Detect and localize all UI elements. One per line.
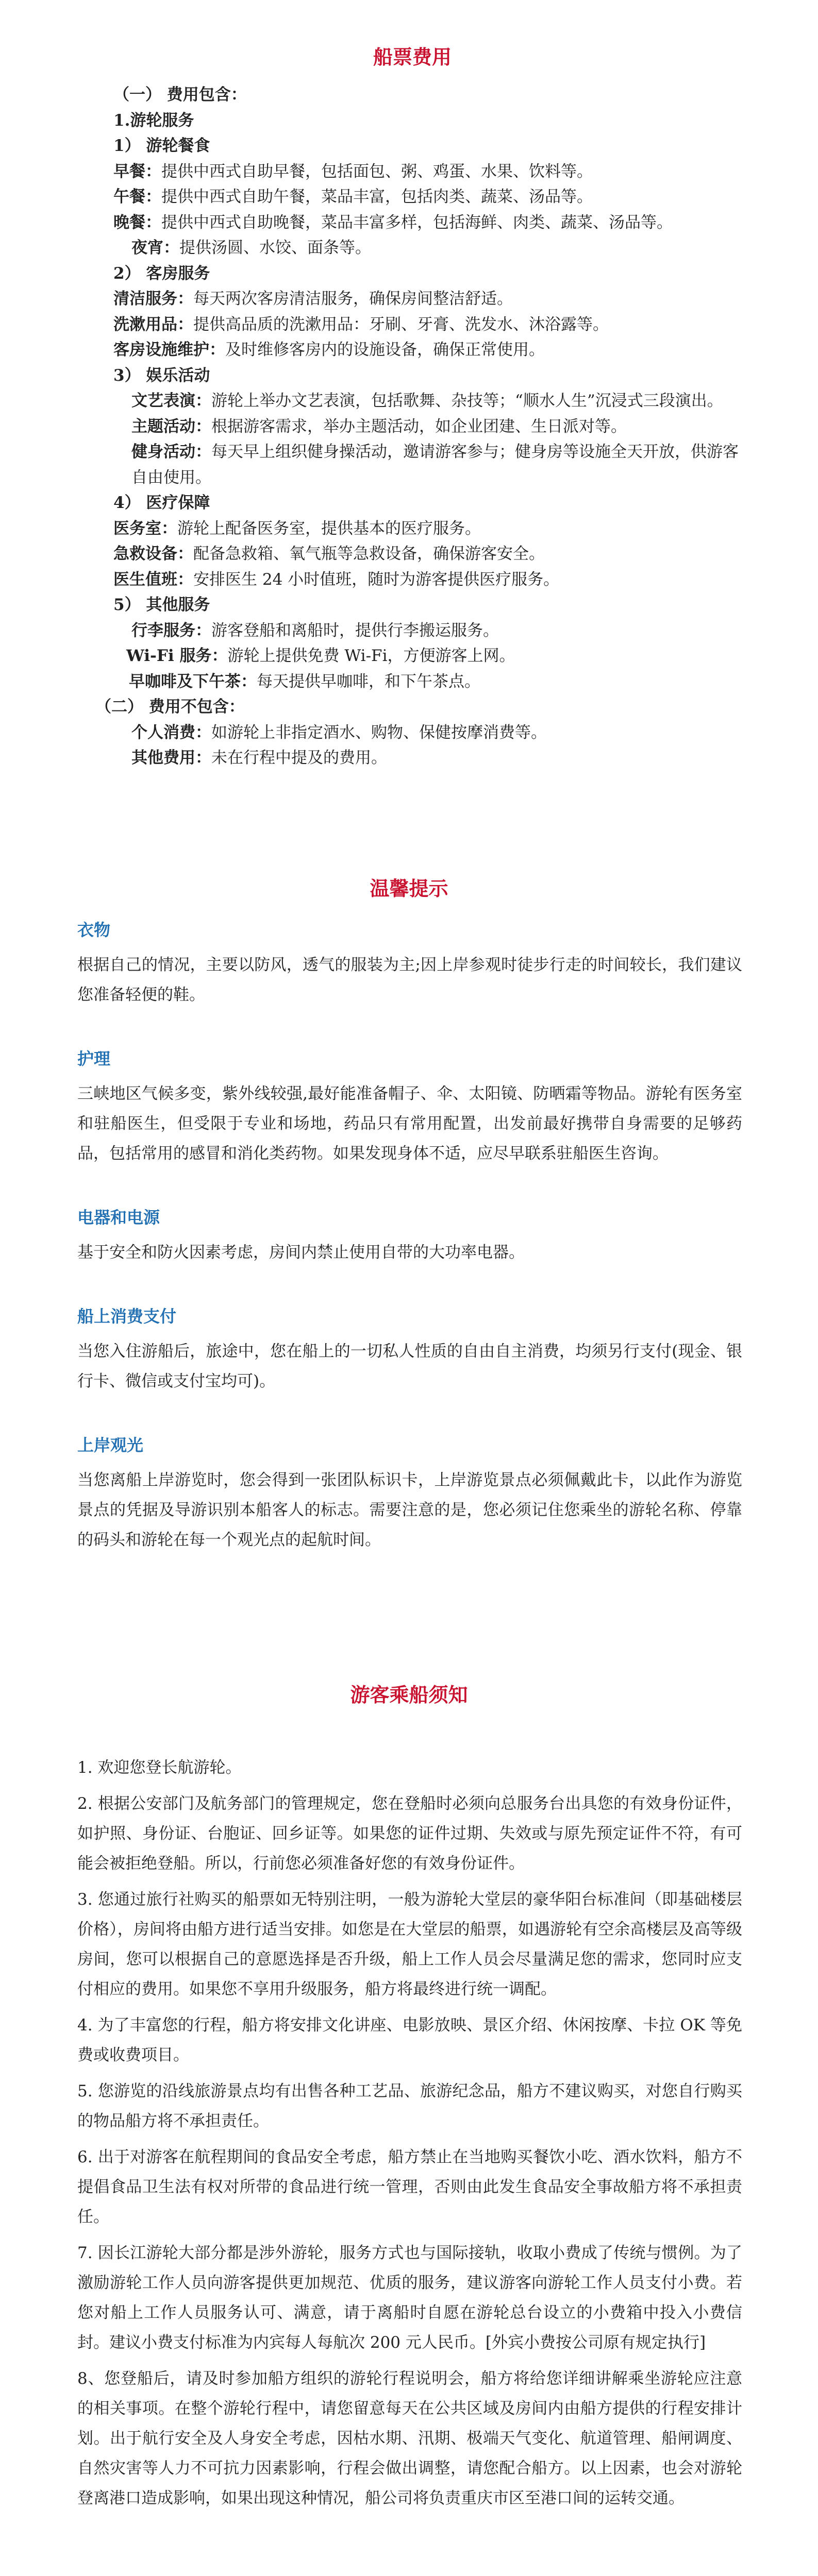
show-label: 文艺表演： (131, 392, 211, 410)
tip-text: 基于安全和防火因素考虑，房间内禁止使用自带的大功率电器。 (77, 1243, 525, 1262)
others-label: 其他费用： (131, 749, 211, 767)
fitness-label: 健身活动： (131, 443, 211, 461)
tip-heading: 船上消费支付 (77, 1307, 177, 1326)
coffee-text: 每天提供早咖啡，和下午茶点。 (257, 672, 480, 691)
show-item (77, 388, 747, 414)
notice-item-4: 4. 为了丰富您的行程，船方将安排文化讲座、电影放映、景区介绍、休闲按摩、卡拉 OK 等免费或收费项目。 (77, 2016, 742, 2064)
coffee-item (77, 669, 747, 695)
excluded-heading: （二） 费用不包含： (95, 698, 245, 716)
tip-clothing (77, 917, 742, 1010)
lunch-label: 午餐： (113, 188, 161, 206)
wifi-text: 游轮上提供免费 Wi-Fi，方便游客上网。 (227, 647, 515, 665)
tip-care (77, 1046, 742, 1168)
others-item (77, 745, 747, 771)
room-heading: 2） 客房服务 (113, 264, 210, 283)
notice-item-1: 1. 欢迎您登长航游轮。 (77, 1758, 242, 1777)
fees-title: 船票费用 (373, 45, 452, 69)
others-text: 未在行程中提及的费用。 (211, 749, 387, 767)
tip-heading: 上岸观光 (77, 1435, 144, 1455)
wifi-label: Wi-Fi 服务： (126, 647, 228, 665)
tip-text: 当您入住游船后，旅途中，您在船上的一切私人性质的自由自主消费，均须另行支付(现金、银行卡、微信或支付宝均可)。 (77, 1342, 742, 1391)
doctor-duty-text: 安排医生 24 小时值班，随时为游客提供医疗服务。 (193, 570, 560, 589)
fees-section (77, 44, 747, 771)
notice-item-3: 3. 您通过旅行社购买的船票如无特别注明，一般为游轮大堂层的豪华阳台标准间（即基础楼层价格），房间将由船方进行适当安排。如您是在大堂层的船票，如遇游轮有空余高楼层及高等级房间，您可以根据自己的意愿选择是否升级，船上工作人员会尽量满足您的需求，您同时应支付相应的费用。如果您不享用升级服务，船方将最终进行统一调配。 (77, 1890, 742, 1998)
entertainment-heading: 3） 娱乐活动 (113, 366, 210, 385)
personal-item (77, 720, 747, 746)
personal-label: 个人消费： (131, 723, 211, 742)
tip-heading: 护理 (77, 1049, 111, 1069)
included-heading: （一） 费用包含： (113, 86, 247, 104)
wifi-item (77, 643, 747, 669)
medical-room-label: 医务室： (113, 519, 177, 538)
doctor-duty-item (77, 567, 747, 593)
notice-section (77, 1753, 742, 2519)
toiletries-item (77, 312, 747, 338)
tip-sightseeing (77, 1432, 742, 1555)
notice-item-7: 7. 因长江游轮大部分都是涉外游轮，服务方式也与国际接轨，收取小费成了传统与惯例。为了激励游轮工作人员向游客提供更加规范、优质的服务，建议游客向游轮工作人员支付小费。若您对船上工作人员服务认可、满意，请于离船时自愿在游轮总台设立的小费箱中投入小费信封。建议小费支付标准为内宾每人每航次 200 元人民币。[外宾小费按公司原有规定执行] (77, 2244, 742, 2352)
tip-heading: 电器和电源 (77, 1208, 160, 1227)
notice-item-6: 6. 出于对游客在航程期间的食品安全考虑，船方禁止在当地购买餐饮小吃、酒水饮料，船方不提倡食品卫生法有权对所带的食品进行统一管理，否则由此发生食品安全事故船方将不承担责任。 (77, 2148, 742, 2226)
tip-payment (77, 1303, 742, 1396)
medical-room-text: 游轮上配备医务室，提供基本的医疗服务。 (177, 519, 481, 538)
notice-item-2: 2. 根据公安部门及航务部门的管理规定，您在登船时必须向总服务台出具您的有效身份证件，如护照、身份证、台胞证、回乡证等。如果您的证件过期、失效或与原先预定证件不符，有可能会被拒绝登船。所以，行前您必须准备好您的有效身份证件。 (77, 1794, 742, 1873)
lunch-item (77, 184, 747, 210)
tips-section (77, 917, 742, 1591)
fitness-item (77, 439, 747, 490)
cruise-service-heading: 1.游轮服务 (113, 111, 194, 130)
personal-text: 如游轮上非指定酒水、购物、保健按摩消费等。 (211, 723, 547, 742)
other-heading: 5） 其他服务 (113, 596, 210, 614)
tip-electrical (77, 1205, 742, 1267)
notice-item-5: 5. 您游览的沿线旅游景点均有出售各种工艺品、旅游纪念品，船方不建议购买，对您自行购买的物品船方将不承担责任。 (77, 2082, 742, 2130)
cleaning-text: 每天两次客房清洁服务，确保房间整洁舒适。 (193, 290, 513, 308)
first-aid-label: 急救设备： (113, 545, 193, 563)
tip-heading: 衣物 (77, 920, 111, 940)
maintenance-label: 客房设施维护： (113, 341, 225, 359)
theme-text: 根据游客需求，举办主题活动，如企业团建、生日派对等。 (211, 417, 627, 436)
tip-text: 当您离船上岸游览时，您会得到一张团队标识卡，上岸游览景点必须佩戴此卡，以此作为游览景点的凭据及导游识别本船客人的标志。需要注意的是，您必须记住您乘坐的游轮名称、停靠的码头和游轮在每一个观光点的起航时间。 (77, 1471, 742, 1549)
theme-item (77, 414, 747, 440)
notice-title-wrap (0, 1682, 818, 1708)
tip-text: 根据自己的情况，主要以防风，透气的服装为主;因上岸参观时徒步行走的时间较长，我们建议您准备轻便的鞋。 (77, 956, 742, 1004)
tips-title-wrap (0, 876, 818, 902)
first-aid-item (77, 541, 747, 567)
maintenance-text: 及时维修客房内的设施设备，确保正常使用。 (225, 341, 545, 359)
dinner-item (77, 210, 747, 236)
toiletries-label: 洗漱用品： (113, 315, 193, 334)
cleaning-item (77, 286, 747, 312)
medical-heading: 4） 医疗保障 (113, 494, 210, 512)
night-snack-label: 夜宵： (131, 239, 179, 257)
toiletries-text: 提供高品质的洗漱用品：牙刷、牙膏、洗发水、沐浴露等。 (193, 315, 609, 334)
theme-label: 主题活动： (131, 417, 211, 436)
dinner-text: 提供中西式自助晚餐，菜品丰富多样，包括海鲜、肉类、蔬菜、汤品等。 (161, 213, 673, 232)
notice-item-8: 8、您登船后，请及时参加船方组织的游轮行程说明会，船方将给您详细讲解乘坐游轮应注意的相关事项。在整个游轮行程中，请您留意每天在公共区域及房间内由船方提供的行程安排计划。出于航行安全及人身安全考虑，因枯水期、汛期、极端天气变化、航道管理、船闸调度、自然灾害等人力不可抗力因素影响，行程会做出调整，请您配合船方。以上因素，也会对游轮登离港口造成影响，如果出现这种情况，船公司将负责重庆市区至港口间的运转交通。 (77, 2369, 742, 2507)
dinner-label: 晚餐： (113, 213, 161, 232)
breakfast-item (77, 159, 747, 185)
luggage-label: 行李服务： (131, 621, 211, 640)
first-aid-text: 配备急救箱、氧气瓶等急救设备，确保游客安全。 (193, 545, 545, 563)
luggage-text: 游客登船和离船时，提供行李搬运服务。 (211, 621, 499, 640)
night-snack-item (77, 235, 747, 261)
show-text: 游轮上举办文艺表演，包括歌舞、杂技等；“顺水人生”沉浸式三段演出。 (211, 392, 723, 410)
notice-title: 游客乘船须知 (350, 1683, 468, 1706)
tip-text: 三峡地区气候多变，紫外线较强,最好能准备帽子、伞、太阳镜、防晒霜等物品。游轮有医务室和驻船医生，但受限于专业和场地，药品只有常用配置，出发前最好携带自身需要的足够药品，包括常用的感冒和消化类药物。如果发现身体不适，应尽早联系驻船医生咨询。 (77, 1084, 742, 1163)
tips-title: 温馨提示 (370, 877, 448, 900)
breakfast-text: 提供中西式自助早餐，包括面包、粥、鸡蛋、水果、饮料等。 (161, 162, 593, 181)
dining-heading: 1） 游轮餐食 (113, 137, 210, 155)
doctor-duty-label: 医生值班： (113, 570, 193, 589)
luggage-item (77, 618, 747, 644)
night-snack-text: 提供汤圆、水饺、面条等。 (179, 239, 371, 257)
medical-room-item (77, 516, 747, 542)
lunch-text: 提供中西式自助午餐，菜品丰富，包括肉类、蔬菜、汤品等。 (161, 188, 593, 206)
coffee-label: 早咖啡及下午茶： (129, 672, 257, 691)
cleaning-label: 清洁服务： (113, 290, 193, 308)
breakfast-label: 早餐： (113, 162, 161, 181)
maintenance-item (77, 337, 747, 363)
fitness-text: 每天早上组织健身操活动，邀请游客参与；健身房等设施全天开放，供游客自由使用。 (131, 443, 739, 487)
